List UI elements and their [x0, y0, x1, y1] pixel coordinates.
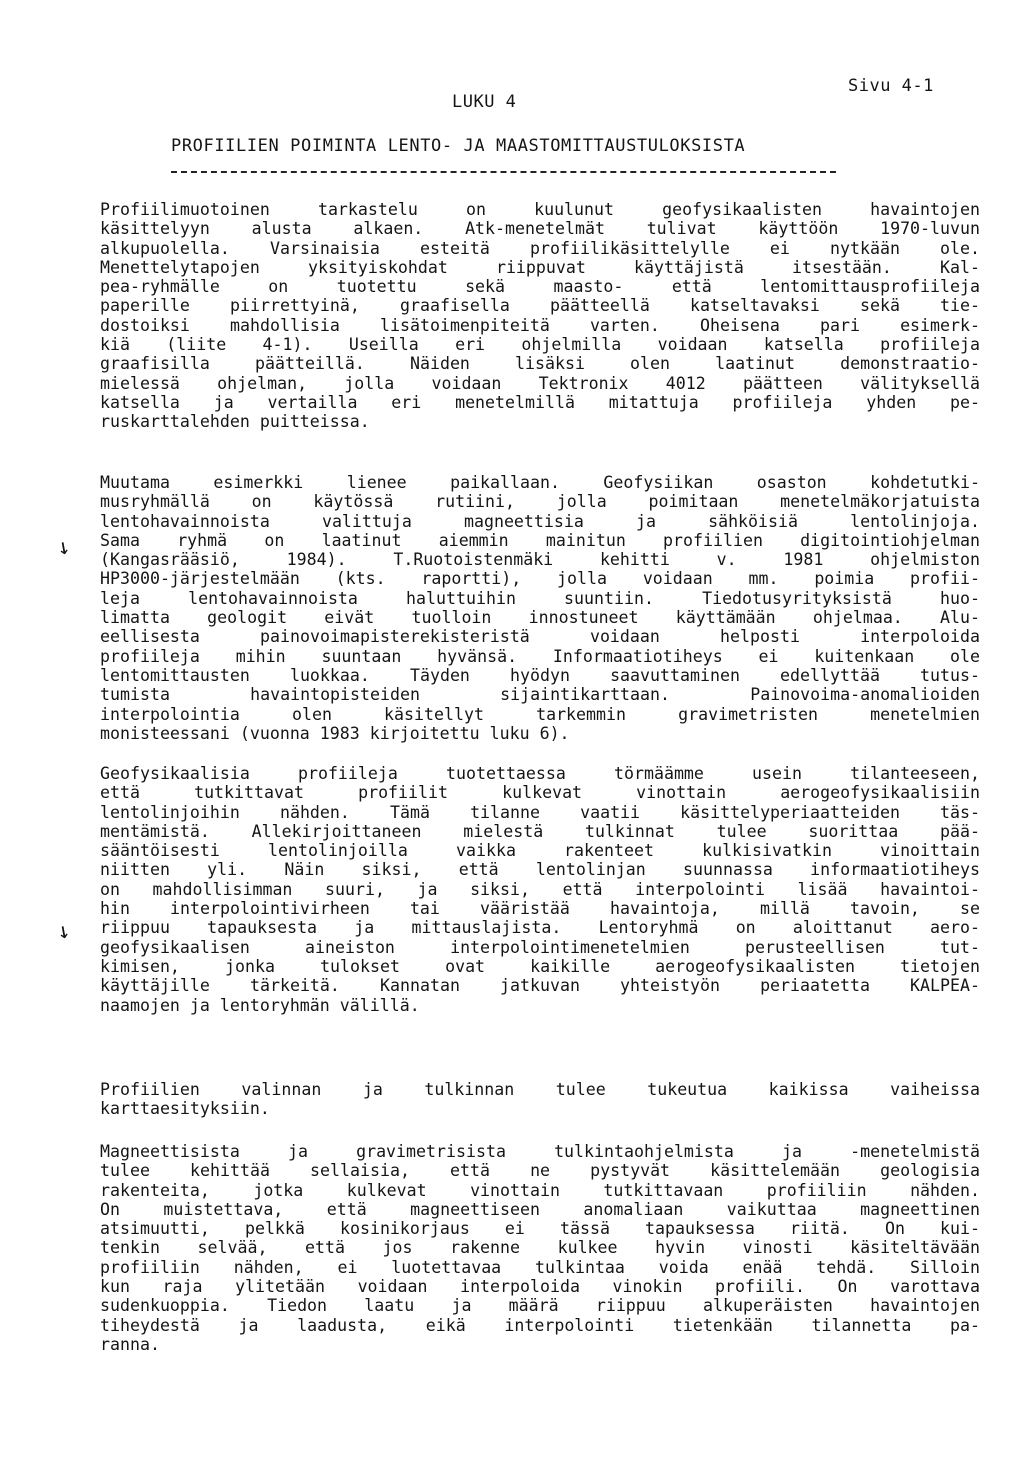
text-line: rakenteita, jotka kulkevat vinottain tutkittavaan profiiliin nähden.	[100, 1180, 980, 1200]
text-line: naamojen ja lentoryhmän välillä.	[100, 995, 420, 1015]
text-line: sudenkuoppia. Tiedon laatu ja määrä riippuu alkuperäisten havaintojen	[100, 1296, 980, 1316]
paragraph-4	[100, 1080, 980, 1119]
page-number: Sivu 4-1	[848, 76, 934, 96]
text-line: monisteessani (vuonna 1983 kirjoitettu luku 6).	[100, 723, 570, 743]
text-line: niitten yli. Näin siksi, että lentolinjan suunnassa informaatiotiheys	[100, 860, 980, 880]
text-line: sääntöisesti lentolinjoilla vaikka rakenteet kulkisivatkin vinoittain	[100, 841, 980, 861]
text-line: paperille piirrettyinä, graafisella päätteellä katseltavaksi sekä tie-	[100, 296, 980, 316]
text-line: että tutkittavat profiilit kulkevat vinottain aerogeofysikaalisiin	[100, 783, 980, 803]
text-line: Geofysikaalisia profiileja tuotettaessa törmäämme usein tilanteeseen,	[100, 764, 980, 783]
paragraph-2	[100, 473, 980, 743]
text-line: on mahdollisimman suuri, ja siksi, että interpolointi lisää havaintoi-	[100, 879, 980, 899]
text-line: käsittelyyn alusta alkaen. Atk-menetelmät tulivat käyttöön 1970-luvun	[100, 219, 980, 239]
text-line: käyttäjille tärkeitä. Kannatan jatkuvan yhteistyön periaatetta KALPEA-	[100, 976, 980, 996]
title-underline	[171, 171, 836, 173]
text-line: eellisesta painovoimapisterekisteristä voidaan helposti interpoloida	[100, 627, 980, 647]
margin-check-mark-icon: ↘	[52, 916, 78, 945]
text-line: mentämistä. Allekirjoittaneen mielestä tulkinnat tulee suorittaa pää-	[100, 821, 980, 841]
text-line: tulee kehittää sellaisia, että ne pystyvät käsittelemään geologisia	[100, 1161, 980, 1181]
text-line: profiileja mihin suuntaan hyvänsä. Informaatiotiheys ei kuitenkaan ole	[100, 646, 980, 666]
text-line: (Kangasrääsiö, 1984). T.Ruotoistenmäki kehitti v. 1981 ohjelmiston	[100, 550, 980, 570]
text-line: geofysikaalisen aineiston interpolointimenetelmien perusteellisen tut-	[100, 937, 980, 957]
text-line: limatta geologit eivät tuolloin innostuneet käyttämään ohjelmaa. Alu-	[100, 608, 980, 628]
text-line: mielessä ohjelman, jolla voidaan Tektronix 4012 päätteen välityksellä	[100, 373, 980, 393]
text-line: dostoiksi mahdollisia lisätoimenpiteitä varten. Oheisena pari esimerk-	[100, 315, 980, 335]
text-line: Sama ryhmä on laatinut aiemmin mainitun profiilien digitointiohjelman	[100, 530, 980, 550]
text-line: tiheydestä ja laadusta, eikä interpolointi tietenkään tilannetta pa-	[100, 1315, 980, 1335]
text-line: karttaesityksiin.	[100, 1099, 270, 1119]
text-line: kiä (liite 4-1). Useilla eri ohjelmilla voidaan katsella profiileja	[100, 335, 980, 355]
page-title: PROFIILIEN POIMINTA LENTO- JA MAASTOMITTAUSTULOKSISTA	[171, 136, 746, 156]
text-line: HP3000-järjestelmään (kts. raportti), jolla voidaan mm. poimia profii-	[100, 569, 980, 589]
text-line: ranna.	[100, 1334, 160, 1354]
text-line: Magneettisista ja gravimetrisista tulkintaohjelmista ja -menetelmistä	[100, 1142, 980, 1161]
text-line: Profiilimuotoinen tarkastelu on kuulunut geofysikaalisten havaintojen	[100, 200, 980, 219]
text-line: tenkin selvää, että jos rakenne kulkee hyvin vinosti käsiteltävään	[100, 1238, 980, 1258]
margin-check-mark-icon: ↘	[52, 532, 78, 561]
text-line: profiiliin nähden, ei luotettavaa tulkintaa voida enää tehdä. Silloin	[100, 1257, 980, 1277]
text-line: musryhmällä on käytössä rutiini, jolla poimitaan menetelmäkorjatuista	[100, 492, 980, 512]
text-line: lentohavainnoista valittuja magneettisia ja sähköisiä lentolinjoja.	[100, 511, 980, 531]
text-line: kun raja ylitetään voidaan interpoloida vinokin profiili. On varottava	[100, 1277, 980, 1297]
chapter-heading: LUKU 4	[452, 92, 517, 112]
text-line: atsimuutti, pelkkä kosinikorjaus ei tässä tapauksessa riitä. On kui-	[100, 1219, 980, 1239]
text-line: leja lentohavainnoista haluttuihin suuntiin. Tiedotusyrityksistä huo-	[100, 588, 980, 608]
text-line: tumista havaintopisteiden sijaintikarttaan. Painovoima-anomalioiden	[100, 685, 980, 705]
text-line: alkupuolella. Varsinaisia esteitä profiilikäsittelylle ei nytkään ole.	[100, 238, 980, 258]
paragraph-3	[100, 764, 980, 1015]
text-line: On muistettava, että magneettiseen anomaliaan vaikuttaa magneettinen	[100, 1199, 980, 1219]
text-line: katsella ja vertailla eri menetelmillä mitattuja profiileja yhden pe-	[100, 392, 980, 412]
text-line: ruskarttalehden puitteissa.	[100, 412, 370, 432]
text-line: lentolinjoihin nähden. Tämä tilanne vaatii käsittelyperiaatteiden täs-	[100, 802, 980, 822]
text-line: interpolointia olen käsitellyt tarkemmin gravimetristen menetelmien	[100, 704, 980, 724]
text-line: Profiilien valinnan ja tulkinnan tulee tukeutua kaikissa vaiheissa	[100, 1080, 980, 1099]
text-line: Muutama esimerkki lienee paikallaan. Geofysiikan osaston kohdetutki-	[100, 473, 980, 492]
text-line: Menettelytapojen yksityiskohdat riippuvat käyttäjistä itsestään. Kal-	[100, 257, 980, 277]
text-line: riippuu tapauksesta ja mittauslajista. Lentoryhmä on aloittanut aero-	[100, 918, 980, 938]
text-line: lentomittausten luokkaa. Täyden hyödyn saavuttaminen edellyttää tutus-	[100, 665, 980, 685]
text-line: pea-ryhmälle on tuotettu sekä maasto- että lentomittausprofiileja	[100, 277, 980, 297]
paragraph-5	[100, 1142, 980, 1354]
text-line: graafisilla päätteillä. Näiden lisäksi olen laatinut demonstraatio-	[100, 354, 980, 374]
text-line: hin interpolointivirheen tai vääristää havaintoja, millä tavoin, se	[100, 899, 980, 919]
paragraph-1	[100, 200, 980, 432]
text-line: kimisen, jonka tulokset ovat kaikille aerogeofysikaalisten tietojen	[100, 956, 980, 976]
